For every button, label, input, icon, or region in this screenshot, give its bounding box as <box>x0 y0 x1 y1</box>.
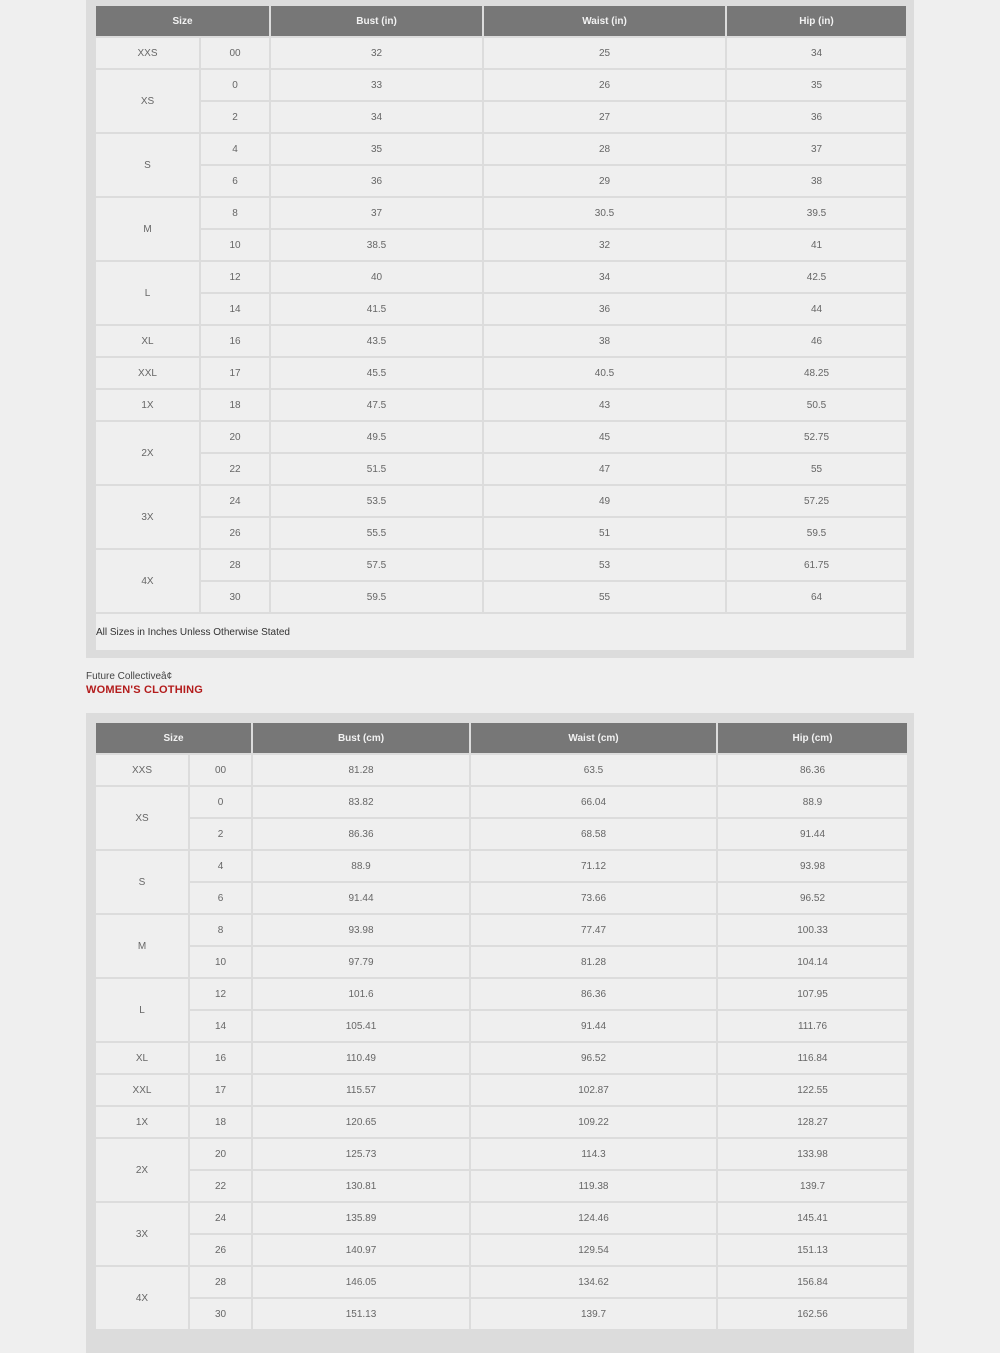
bust-cell: 97.79 <box>253 947 469 977</box>
bust-cell: 51.5 <box>271 454 482 484</box>
size-label-cell: 2X <box>96 1139 188 1201</box>
size-number-cell: 22 <box>201 454 269 484</box>
bust-cell: 53.5 <box>271 486 482 516</box>
hip-cell: 100.33 <box>718 915 907 945</box>
bust-cell: 33 <box>271 70 482 100</box>
table-row <box>96 1011 907 1041</box>
waist-cell: 36 <box>484 294 725 324</box>
table-footer-row <box>96 614 906 650</box>
header-bust: Bust (cm) <box>253 723 469 753</box>
bust-cell: 146.05 <box>253 1267 469 1297</box>
hip-cell: 88.9 <box>718 787 907 817</box>
size-number-cell: 17 <box>190 1075 251 1105</box>
size-number-cell: 00 <box>190 755 251 785</box>
waist-cell: 25 <box>484 38 725 68</box>
waist-cell: 28 <box>484 134 725 164</box>
hip-cell: 111.76 <box>718 1011 907 1041</box>
size-label-cell: 3X <box>96 1203 188 1265</box>
bust-cell: 125.73 <box>253 1139 469 1169</box>
table-row <box>96 358 906 388</box>
size-number-cell: 14 <box>201 294 269 324</box>
table-row <box>96 915 907 945</box>
bust-cell: 32 <box>271 38 482 68</box>
hip-cell: 156.84 <box>718 1267 907 1297</box>
bust-cell: 59.5 <box>271 582 482 612</box>
hip-cell: 107.95 <box>718 979 907 1009</box>
waist-cell: 38 <box>484 326 725 356</box>
hip-cell: 139.7 <box>718 1171 907 1201</box>
table-row <box>96 70 906 100</box>
table-row <box>96 38 906 68</box>
hip-cell: 64 <box>727 582 906 612</box>
brand-name: Future Collectiveâ¢ <box>86 671 173 682</box>
waist-cell: 49 <box>484 486 725 516</box>
size-number-cell: 14 <box>190 1011 251 1041</box>
size-label-cell: 1X <box>96 1107 188 1137</box>
waist-cell: 73.66 <box>471 883 716 913</box>
waist-cell: 51 <box>484 518 725 548</box>
table-row <box>96 1139 907 1169</box>
size-number-cell: 10 <box>190 947 251 977</box>
size-number-cell: 16 <box>190 1043 251 1073</box>
table-row <box>96 1075 907 1105</box>
bust-cell: 41.5 <box>271 294 482 324</box>
hip-cell: 145.41 <box>718 1203 907 1233</box>
table-row <box>96 851 907 881</box>
size-label-cell: S <box>96 134 199 196</box>
bust-cell: 101.6 <box>253 979 469 1009</box>
bust-cell: 93.98 <box>253 915 469 945</box>
bust-cell: 35 <box>271 134 482 164</box>
table-row <box>96 1203 907 1233</box>
bust-cell: 45.5 <box>271 358 482 388</box>
bust-cell: 151.13 <box>253 1299 469 1329</box>
size-label-cell: XL <box>96 1043 188 1073</box>
hip-cell: 50.5 <box>727 390 906 420</box>
bust-cell: 36 <box>271 166 482 196</box>
size-number-cell: 4 <box>201 134 269 164</box>
table-row <box>96 262 906 292</box>
hip-cell: 36 <box>727 102 906 132</box>
waist-cell: 43 <box>484 390 725 420</box>
bust-cell: 88.9 <box>253 851 469 881</box>
size-number-cell: 0 <box>190 787 251 817</box>
bust-cell: 140.97 <box>253 1235 469 1265</box>
size-number-cell: 8 <box>190 915 251 945</box>
waist-cell: 30.5 <box>484 198 725 228</box>
size-number-cell: 18 <box>201 390 269 420</box>
table-row <box>96 1107 907 1137</box>
size-number-cell: 28 <box>190 1267 251 1297</box>
hip-cell: 86.36 <box>718 755 907 785</box>
waist-cell: 66.04 <box>471 787 716 817</box>
bust-cell: 81.28 <box>253 755 469 785</box>
hip-cell: 116.84 <box>718 1043 907 1073</box>
size-label-cell: M <box>96 915 188 977</box>
table-row <box>96 166 906 196</box>
header-size: Size <box>96 723 251 753</box>
size-number-cell: 18 <box>190 1107 251 1137</box>
hip-cell: 96.52 <box>718 883 907 913</box>
waist-cell: 81.28 <box>471 947 716 977</box>
size-number-cell: 4 <box>190 851 251 881</box>
waist-cell: 32 <box>484 230 725 260</box>
bust-cell: 115.57 <box>253 1075 469 1105</box>
size-number-cell: 17 <box>201 358 269 388</box>
hip-cell: 44 <box>727 294 906 324</box>
size-label-cell: M <box>96 198 199 260</box>
hip-cell: 122.55 <box>718 1075 907 1105</box>
table-row <box>96 979 907 1009</box>
size-number-cell: 6 <box>190 883 251 913</box>
table-row <box>96 486 906 516</box>
bust-cell: 38.5 <box>271 230 482 260</box>
size-number-cell: 30 <box>190 1299 251 1329</box>
table-row <box>96 518 906 548</box>
table-header-row <box>96 6 906 36</box>
header-waist: Waist (cm) <box>471 723 716 753</box>
size-number-cell: 20 <box>190 1139 251 1169</box>
waist-cell: 63.5 <box>471 755 716 785</box>
header-size: Size <box>96 6 269 36</box>
hip-cell: 46 <box>727 326 906 356</box>
table-row <box>96 787 907 817</box>
bust-cell: 49.5 <box>271 422 482 452</box>
waist-cell: 134.62 <box>471 1267 716 1297</box>
bust-cell: 120.65 <box>253 1107 469 1137</box>
bust-cell: 47.5 <box>271 390 482 420</box>
table-row <box>96 422 906 452</box>
hip-cell: 35 <box>727 70 906 100</box>
table-header-row <box>96 723 907 753</box>
header-bust: Bust (in) <box>271 6 482 36</box>
waist-cell: 55 <box>484 582 725 612</box>
waist-cell: 29 <box>484 166 725 196</box>
hip-cell: 93.98 <box>718 851 907 881</box>
bust-cell: 55.5 <box>271 518 482 548</box>
table-row <box>96 1171 907 1201</box>
hip-cell: 57.25 <box>727 486 906 516</box>
table-row <box>96 326 906 356</box>
size-number-cell: 16 <box>201 326 269 356</box>
waist-cell: 119.38 <box>471 1171 716 1201</box>
cm-size-table <box>94 721 909 1331</box>
bust-cell: 57.5 <box>271 550 482 580</box>
hip-cell: 39.5 <box>727 198 906 228</box>
size-label-cell: XS <box>96 787 188 849</box>
bust-cell: 86.36 <box>253 819 469 849</box>
bust-cell: 37 <box>271 198 482 228</box>
hip-cell: 61.75 <box>727 550 906 580</box>
waist-cell: 96.52 <box>471 1043 716 1073</box>
size-number-cell: 0 <box>201 70 269 100</box>
section-title: WOMEN'S CLOTHING <box>86 684 204 696</box>
table-row <box>96 1267 907 1297</box>
waist-cell: 77.47 <box>471 915 716 945</box>
size-label-cell: XS <box>96 70 199 132</box>
bust-cell: 91.44 <box>253 883 469 913</box>
waist-cell: 109.22 <box>471 1107 716 1137</box>
waist-cell: 53 <box>484 550 725 580</box>
size-number-cell: 28 <box>201 550 269 580</box>
hip-cell: 34 <box>727 38 906 68</box>
size-number-cell: 20 <box>201 422 269 452</box>
waist-cell: 45 <box>484 422 725 452</box>
waist-cell: 34 <box>484 262 725 292</box>
size-number-cell: 12 <box>190 979 251 1009</box>
waist-cell: 68.58 <box>471 819 716 849</box>
size-number-cell: 8 <box>201 198 269 228</box>
header-hip: Hip (cm) <box>718 723 907 753</box>
size-label-cell: 4X <box>96 550 199 612</box>
bust-cell: 135.89 <box>253 1203 469 1233</box>
waist-cell: 27 <box>484 102 725 132</box>
waist-cell: 102.87 <box>471 1075 716 1105</box>
waist-cell: 139.7 <box>471 1299 716 1329</box>
waist-cell: 86.36 <box>471 979 716 1009</box>
size-label-cell: 2X <box>96 422 199 484</box>
hip-cell: 55 <box>727 454 906 484</box>
size-label-cell: XL <box>96 326 199 356</box>
table-row <box>96 230 906 260</box>
hip-cell: 151.13 <box>718 1235 907 1265</box>
size-label-cell: S <box>96 851 188 913</box>
table-row <box>96 294 906 324</box>
hip-cell: 128.27 <box>718 1107 907 1137</box>
hip-cell: 38 <box>727 166 906 196</box>
hip-cell: 162.56 <box>718 1299 907 1329</box>
hip-cell: 37 <box>727 134 906 164</box>
bust-cell: 83.82 <box>253 787 469 817</box>
size-label-cell: XXS <box>96 755 188 785</box>
inches-size-table <box>94 4 908 652</box>
bust-cell: 40 <box>271 262 482 292</box>
table-row <box>96 1043 907 1073</box>
size-number-cell: 24 <box>190 1203 251 1233</box>
waist-cell: 71.12 <box>471 851 716 881</box>
waist-cell: 26 <box>484 70 725 100</box>
hip-cell: 48.25 <box>727 358 906 388</box>
table-row <box>96 550 906 580</box>
table-row <box>96 454 906 484</box>
bust-cell: 105.41 <box>253 1011 469 1041</box>
bust-cell: 110.49 <box>253 1043 469 1073</box>
size-number-cell: 26 <box>201 518 269 548</box>
waist-cell: 47 <box>484 454 725 484</box>
size-label-cell: 4X <box>96 1267 188 1329</box>
table-row <box>96 390 906 420</box>
size-label-cell: XXL <box>96 358 199 388</box>
hip-cell: 41 <box>727 230 906 260</box>
size-number-cell: 00 <box>201 38 269 68</box>
size-number-cell: 2 <box>201 102 269 132</box>
bust-cell: 34 <box>271 102 482 132</box>
size-label-cell: 3X <box>96 486 199 548</box>
size-number-cell: 2 <box>190 819 251 849</box>
size-number-cell: 12 <box>201 262 269 292</box>
size-number-cell: 24 <box>201 486 269 516</box>
table-row <box>96 134 906 164</box>
size-label-cell: L <box>96 262 199 324</box>
hip-cell: 59.5 <box>727 518 906 548</box>
size-number-cell: 30 <box>201 582 269 612</box>
size-note: All Sizes in Inches Unless Otherwise Stated <box>96 614 906 650</box>
size-label-cell: XXS <box>96 38 199 68</box>
table-row <box>96 582 906 612</box>
size-label-cell: L <box>96 979 188 1041</box>
table-row <box>96 819 907 849</box>
size-number-cell: 26 <box>190 1235 251 1265</box>
size-label-cell: 1X <box>96 390 199 420</box>
table-row <box>96 198 906 228</box>
hip-cell: 133.98 <box>718 1139 907 1169</box>
waist-cell: 114.3 <box>471 1139 716 1169</box>
table-row <box>96 883 907 913</box>
size-number-cell: 6 <box>201 166 269 196</box>
size-number-cell: 10 <box>201 230 269 260</box>
hip-cell: 42.5 <box>727 262 906 292</box>
waist-cell: 124.46 <box>471 1203 716 1233</box>
table-row <box>96 1235 907 1265</box>
waist-cell: 129.54 <box>471 1235 716 1265</box>
hip-cell: 91.44 <box>718 819 907 849</box>
header-hip: Hip (in) <box>727 6 906 36</box>
size-number-cell: 22 <box>190 1171 251 1201</box>
bust-cell: 43.5 <box>271 326 482 356</box>
hip-cell: 52.75 <box>727 422 906 452</box>
table-row <box>96 1299 907 1329</box>
bust-cell: 130.81 <box>253 1171 469 1201</box>
table-row <box>96 947 907 977</box>
size-label-cell: XXL <box>96 1075 188 1105</box>
hip-cell: 104.14 <box>718 947 907 977</box>
header-waist: Waist (in) <box>484 6 725 36</box>
waist-cell: 91.44 <box>471 1011 716 1041</box>
table-row <box>96 102 906 132</box>
table-row <box>96 755 907 785</box>
waist-cell: 40.5 <box>484 358 725 388</box>
